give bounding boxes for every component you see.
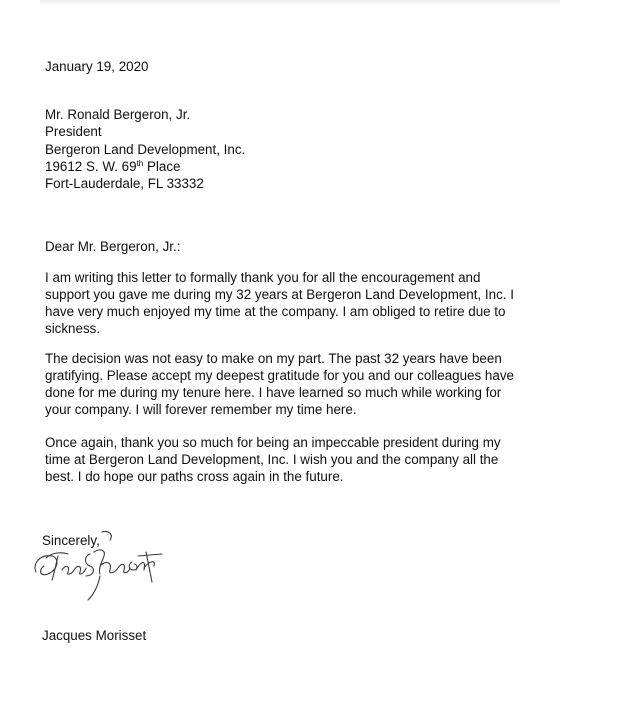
paragraph-line: Once again, thank you so much for being an impeccable president during my	[45, 435, 501, 450]
paragraph-line: done for me during my tenure here. I have learned so much while working for	[45, 385, 502, 400]
street-number: 19612 S. W. 69	[45, 158, 137, 174]
paragraph-3	[45, 434, 565, 485]
paragraph-line: support you gave me during my 32 years at Bergeron Land Development, Inc. I	[45, 287, 514, 302]
paragraph-line: sickness.	[45, 321, 101, 336]
signer-name: Jacques Morisset	[42, 628, 147, 643]
paragraph-line: time at Bergeron Land Development, Inc. I wish you and the company all the	[45, 452, 499, 467]
letter-date: January 19, 2020	[45, 59, 149, 74]
street-suffix: Place	[143, 158, 181, 174]
paragraph-line: best. I do hope our paths cross again in the future.	[45, 469, 344, 484]
salutation: Dear Mr. Bergeron, Jr.:	[45, 239, 181, 254]
paragraph-line: your company. I will forever remember my time here.	[45, 402, 357, 417]
recipient-street	[45, 158, 245, 175]
recipient-city: Fort-Lauderdale, FL 33332	[45, 176, 204, 192]
paragraph-line: gratifying. Please accept my deepest gratitude for you and our colleagues have	[45, 368, 514, 383]
recipient-title: President	[45, 124, 102, 140]
top-edge-shadow	[40, 0, 560, 6]
paragraph-line: have very much enjoyed my time at the company. I am obliged to retire due to	[45, 304, 506, 319]
paragraph-line: The decision was not easy to make on my part. The past 32 years have been	[45, 351, 502, 366]
paragraph-1	[45, 269, 565, 337]
recipient-company: Bergeron Land Development, Inc.	[45, 141, 246, 157]
street-superscript: th	[136, 158, 144, 168]
paragraph-2	[45, 350, 565, 418]
paragraph-line: I am writing this letter to formally thank you for all the encouragement and	[45, 270, 481, 285]
recipient-name: Mr. Ronald Bergeron, Jr.	[45, 107, 191, 122]
handwritten-signature	[28, 530, 178, 602]
recipient-address	[45, 106, 245, 192]
closing: Sincerely,	[42, 533, 100, 548]
